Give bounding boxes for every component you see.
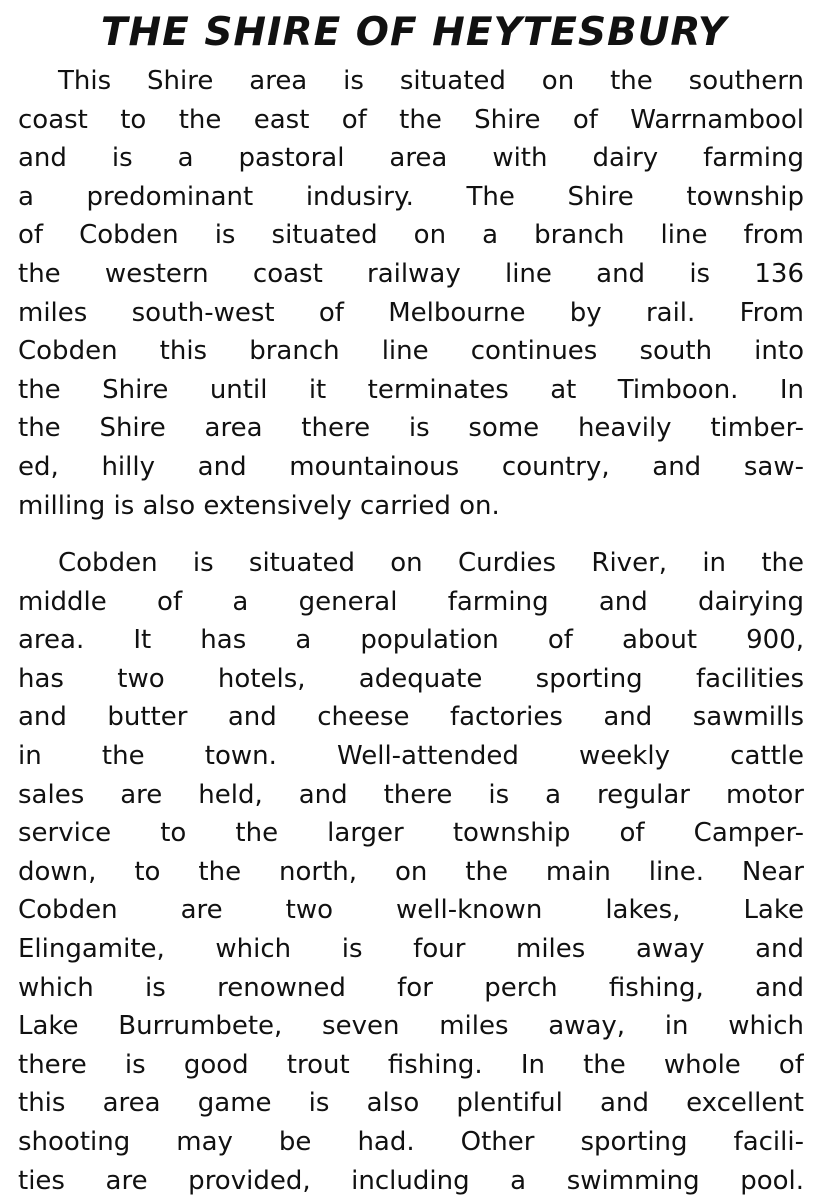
text-line: the Shire area there is some heavily timber-: [18, 413, 804, 444]
text-line: a predominant indusiry. The Shire township: [18, 181, 804, 212]
text-line: of Cobden is situated on a branch line from: [18, 220, 804, 251]
text-line: area. It has a population of about 900,: [18, 625, 804, 656]
text-line: miles south-west of Melbourne by rail. From: [18, 297, 804, 328]
text-line: Lake Burrumbete, seven miles away, in which: [18, 1011, 804, 1042]
text-line: shooting may be had. Other sporting facili-: [18, 1126, 804, 1157]
article-title: THE SHIRE OF HEYTESBURY: [100, 10, 728, 55]
text-line: and is a pastoral area with dairy farming: [18, 143, 804, 174]
text-line: middle of a general farming and dairying: [18, 586, 804, 617]
text-line: the western coast railway line and is 136: [18, 258, 804, 289]
text-line: coast to the east of the Shire of Warrnambool: [18, 104, 804, 135]
text-line: Elingamite, which is four miles away and: [18, 933, 804, 964]
text-line: This Shire area is situated on the southern: [58, 66, 804, 96]
text-line: which is renowned for perch fishing, and: [18, 972, 804, 1003]
text-line: and butter and cheese factories and sawmills: [18, 702, 804, 733]
text-line: Cobden this branch line continues south into: [18, 336, 804, 367]
text-line: the Shire until it terminates at Timboon. In: [18, 374, 804, 405]
text-line: there is good trout fishing. In the whole of: [18, 1049, 804, 1080]
text-line: Cobden is situated on Curdies River, in the: [58, 548, 804, 578]
text-line: down, to the north, on the main line. Near: [18, 856, 804, 887]
text-line: this area game is also plentiful and excellent: [18, 1088, 804, 1119]
text-line: in the town. Well-attended weekly cattle: [18, 740, 804, 771]
text-line: has two hotels, adequate sporting facilities: [18, 663, 804, 694]
text-line: milling is also extensively carried on.: [18, 490, 500, 521]
paragraph-2: [18, 544, 804, 1200]
paragraph-1: [18, 62, 804, 525]
text-line: service to the larger township of Camper-: [18, 818, 804, 849]
text-line: Cobden are two well-known lakes, Lake: [18, 895, 804, 926]
text-line: sales are held, and there is a regular motor: [18, 779, 804, 810]
text-line: ed, hilly and mountainous country, and saw-: [18, 451, 804, 482]
text-line: ties are provided, including a swimming pool.: [18, 1165, 804, 1196]
